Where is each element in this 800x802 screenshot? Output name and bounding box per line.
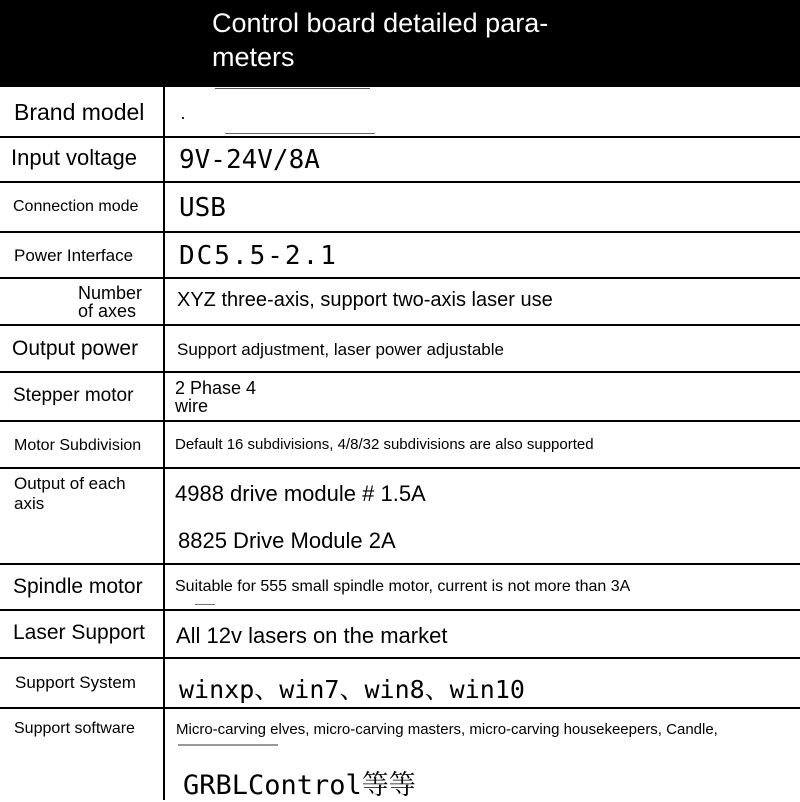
- label-connection-mode: Connection mode: [13, 198, 139, 215]
- value-support-software: Micro-carving elves, micro-carving masters, micro-carving housekeepers, Candle,: [176, 721, 718, 738]
- label-output-of-each-axis: Output of each axis: [14, 474, 126, 513]
- value-support-software-extra: GRBLControl等等: [183, 770, 416, 801]
- row-divider: [0, 277, 800, 279]
- row-divider: [0, 420, 800, 422]
- label-stepper-motor: Stepper motor: [13, 385, 134, 406]
- value-stepper-motor: 2 Phase 4 wire: [175, 378, 257, 416]
- value-output-8825: 8825 Drive Module 2A: [178, 528, 396, 553]
- row-divider: [0, 231, 800, 233]
- row-divider: [0, 324, 800, 326]
- row-divider: [0, 563, 800, 565]
- row-divider: [0, 136, 800, 138]
- value-power-interface: DC5.5-2.1: [179, 241, 338, 271]
- spindle-motor-mark: [195, 604, 215, 605]
- value-connection-mode: USB: [179, 193, 226, 223]
- label-motor-subdivision: Motor Subdivision: [14, 437, 142, 454]
- row-divider: [0, 467, 800, 469]
- brand-model-mark: [182, 117, 184, 119]
- value-input-voltage: 9V-24V/8A: [179, 145, 320, 175]
- value-motor-subdivision: Default 16 subdivisions, 4/8/32 subdivisions are also supported: [175, 436, 594, 453]
- label-power-interface: Power Interface: [14, 246, 134, 265]
- label-number-of-axes: Number of axes: [78, 283, 143, 321]
- label-spindle-motor: Spindle motor: [13, 575, 143, 598]
- support-software-mark: [178, 744, 278, 746]
- value-output-power: Support adjustment, laser power adjustable: [177, 340, 504, 359]
- row-divider: [0, 707, 800, 709]
- label-brand-model: Brand model: [14, 99, 145, 125]
- label-laser-support: Laser Support: [13, 621, 145, 644]
- row-divider: [0, 657, 800, 659]
- page-title: Control board detailed para- meters: [212, 8, 549, 72]
- value-spindle-motor: Suitable for 555 small spindle motor, current is not more than 3A: [175, 578, 631, 595]
- row-divider: [0, 609, 800, 611]
- page-header: [0, 0, 800, 87]
- row-divider: [0, 181, 800, 183]
- label-input-voltage: Input voltage: [11, 145, 137, 170]
- value-output-4988: 4988 drive module # 1.5A: [175, 481, 426, 506]
- brand-model-mark: [225, 133, 375, 134]
- label-support-software: Support software: [14, 720, 135, 737]
- value-laser-support: All 12v lasers on the market: [176, 623, 448, 648]
- label-output-power: Output power: [12, 337, 139, 360]
- value-number-of-axes: XYZ three-axis, support two-axis laser use: [177, 289, 553, 311]
- label-support-system: Support System: [15, 673, 136, 692]
- value-support-system: winxp、win7、win8、win10: [179, 675, 525, 704]
- brand-model-mark: [215, 88, 370, 89]
- row-divider: [0, 371, 800, 373]
